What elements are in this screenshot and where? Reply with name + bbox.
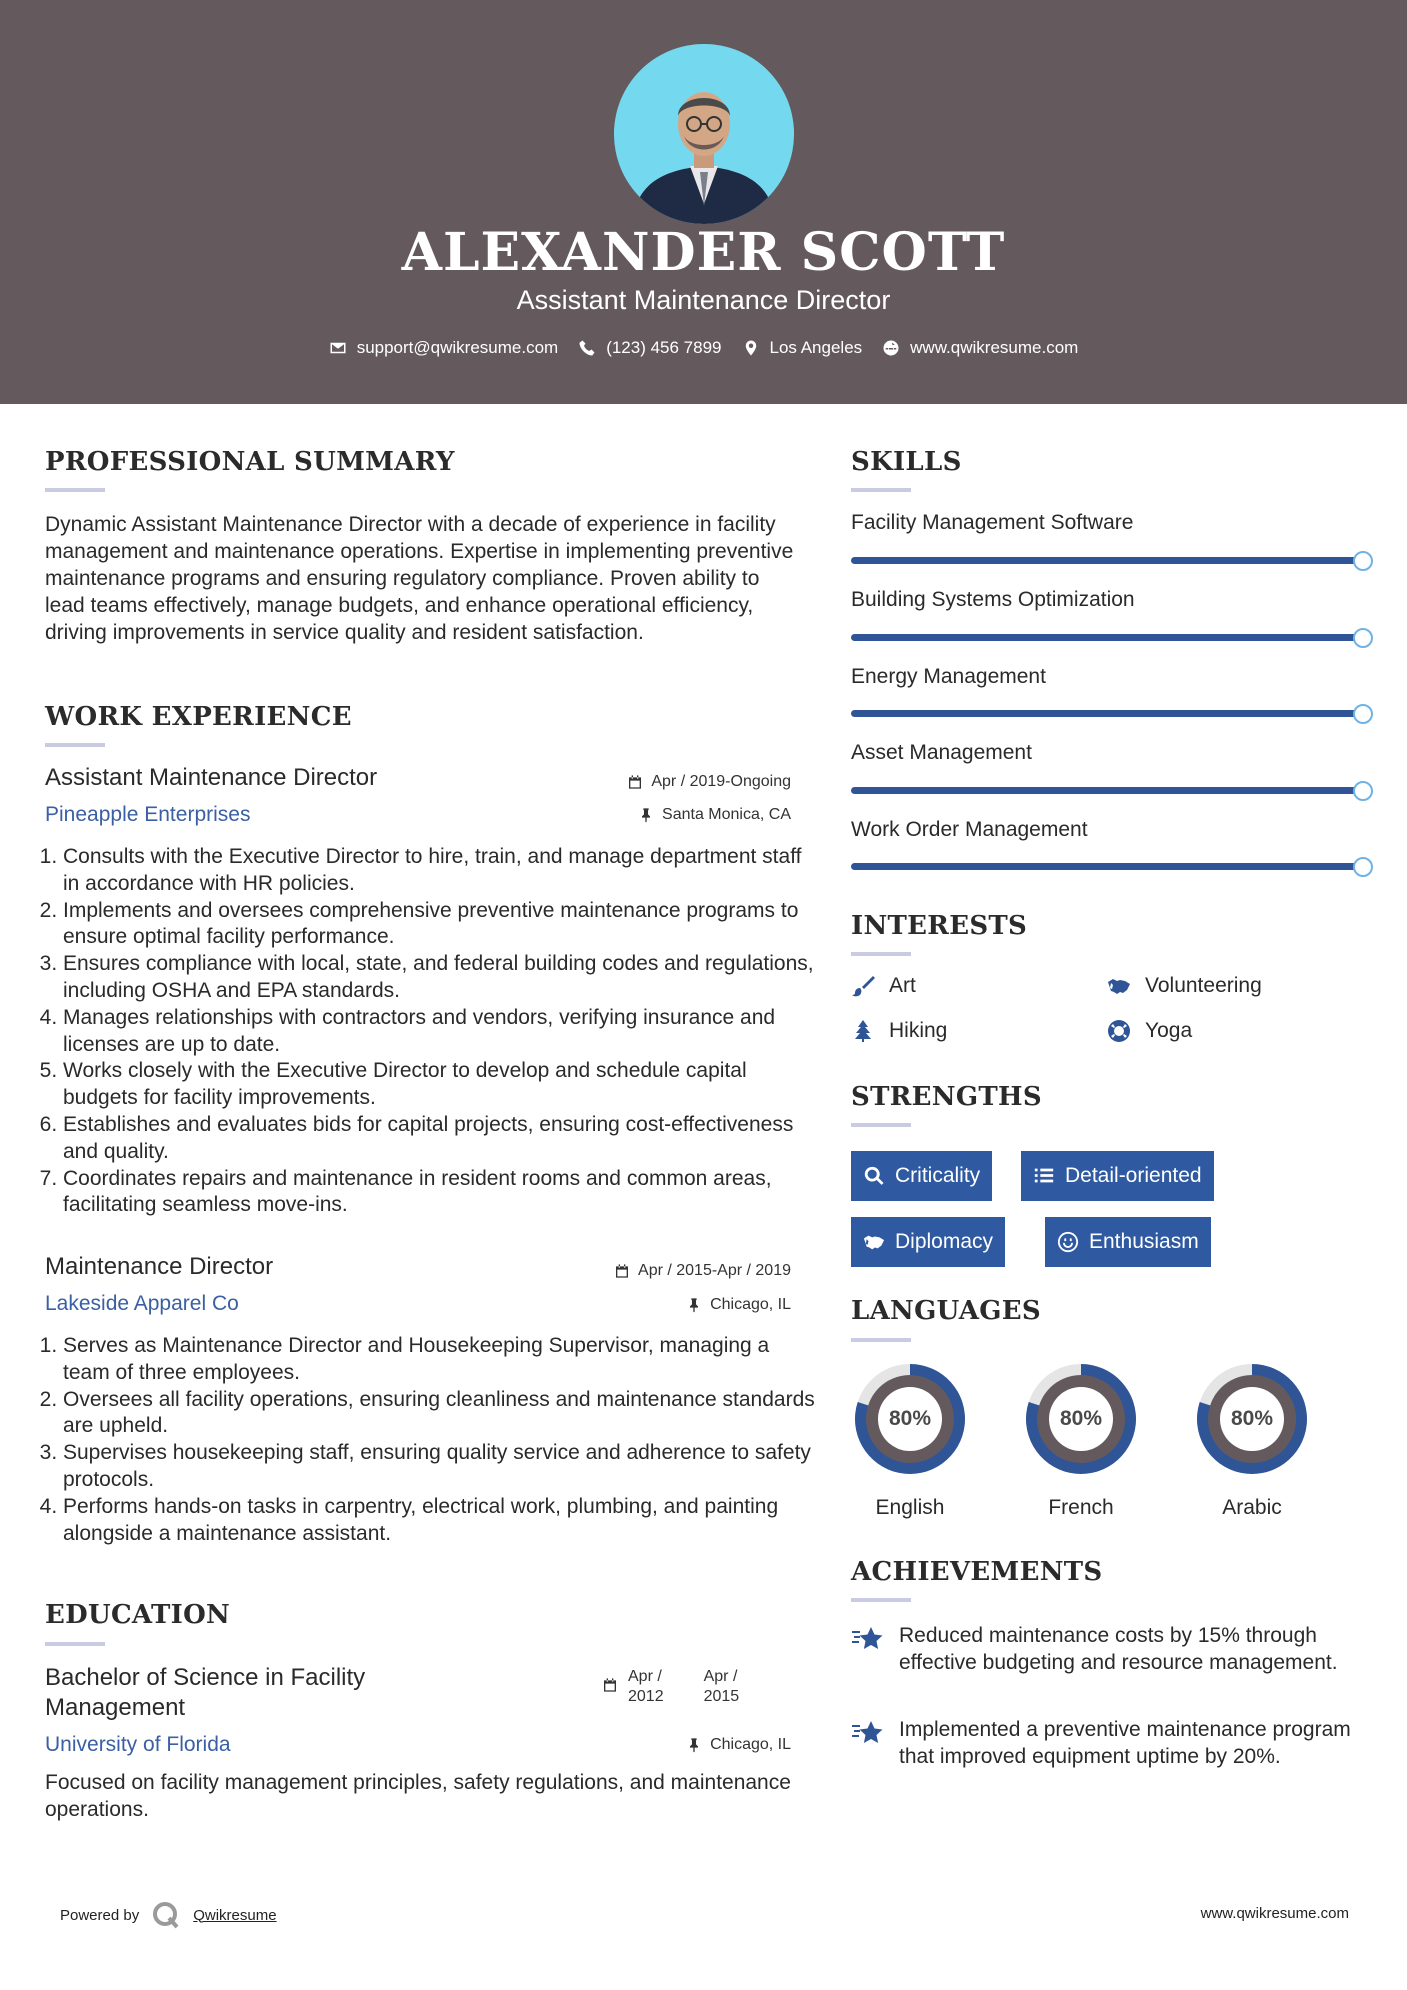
handshake-icon: [863, 1231, 885, 1253]
calendar-icon: [627, 774, 643, 790]
interests-title: INTERESTS: [851, 911, 1028, 941]
qwikresume-link[interactable]: Qwikresume: [193, 1906, 277, 1924]
powered-by-text: Powered by: [60, 1906, 140, 1924]
language-percent: 80%: [1059, 1407, 1103, 1430]
handshake-icon: [1107, 974, 1131, 998]
language-label: English: [875, 1496, 945, 1519]
skill-bar: [851, 787, 1363, 794]
strength-label: Criticality: [895, 1164, 981, 1187]
smile-icon: [1057, 1231, 1079, 1253]
interest-item-volunteering: [1107, 974, 1262, 998]
pushpin-icon: [686, 1297, 702, 1313]
education-title: EDUCATION: [45, 1600, 231, 1630]
skill-bar: [851, 634, 1363, 641]
education-end: [704, 1667, 740, 1707]
calendar-icon: [602, 1677, 618, 1693]
job-2-bullets: [44, 1333, 815, 1547]
list-item: 5. Works closely with the Executive Director to develop and schedule capital budgets for facility improvements.: [63, 1058, 815, 1112]
strength-chip-criticality: [851, 1151, 992, 1201]
envelope-icon: [329, 339, 347, 357]
shooting-star-icon: [851, 1718, 885, 1748]
candidate-name: ALEXANDER SCOTT: [401, 222, 1006, 283]
interest-label: Art: [889, 974, 916, 997]
language-label: Arabic: [1222, 1496, 1282, 1519]
education-dates: [602, 1667, 739, 1707]
profile-photo: [614, 44, 794, 224]
job-1-dates-text: Apr / 2019-Ongoing: [651, 773, 791, 790]
footer-powered-by: [60, 1900, 277, 1930]
resume-header: [0, 0, 1407, 404]
languages-title: LANGUAGES: [851, 1296, 1041, 1326]
skill-slider-handle: [1353, 704, 1373, 724]
interest-label: Hiking: [889, 1019, 948, 1042]
education-location: [686, 1736, 791, 1754]
achievement-item: [851, 1622, 1369, 1676]
skill-bar: [851, 863, 1363, 870]
phone-icon: [578, 339, 596, 357]
contact-location-text: Los Angeles: [769, 338, 863, 357]
calendar-icon: [614, 1263, 630, 1279]
skills-rule: [851, 488, 911, 492]
achievements-rule: [851, 1598, 911, 1602]
contact-website-text: www.qwikresume.com: [910, 338, 1079, 357]
job-2-title: Maintenance Director: [45, 1253, 274, 1280]
strengths-title: STRENGTHS: [851, 1082, 1042, 1112]
education-rule: [45, 1642, 105, 1646]
job-1-bullets: [44, 844, 815, 1219]
list-icon: [1033, 1165, 1055, 1187]
education-start-month: Apr /: [628, 1668, 662, 1685]
search-icon: [863, 1165, 885, 1187]
list-item: 1. Serves as Maintenance Director and Housekeeping Supervisor, managing a team of three employees.: [63, 1333, 815, 1387]
candidate-role: Assistant Maintenance Director: [516, 285, 891, 315]
achievement-text: Reduced maintenance costs by 15% through effective budgeting and resource management.: [899, 1624, 1338, 1674]
footer-website[interactable]: www.qwikresume.com: [1200, 1905, 1349, 1922]
skill-slider-handle: [1353, 857, 1373, 877]
language-percent: 80%: [888, 1407, 932, 1430]
interests-rule: [851, 952, 911, 956]
job-2-company: Lakeside Apparel Co: [45, 1292, 239, 1315]
job-2-location-text: Chicago, IL: [710, 1296, 791, 1313]
pushpin-icon: [686, 1737, 702, 1753]
globe-icon: [882, 339, 900, 357]
strength-label: Enthusiasm: [1089, 1230, 1199, 1253]
education-start-year: 2012: [628, 1688, 664, 1705]
list-item: 4. Manages relationships with contractors and vendors, verifying insurance and licenses are up to date.: [63, 1005, 815, 1059]
contact-email-text: support@qwikresume.com: [356, 338, 559, 357]
pushpin-icon: [638, 807, 654, 823]
job-1-title: Assistant Maintenance Director: [45, 764, 378, 791]
contact-location: [742, 338, 863, 358]
summary-text: Dynamic Assistant Maintenance Director with a decade of experience in facility management and maintenance operations. Expertise in implementing preventive maintenance programs and ensuring regulatory compliance. Proven ability to lead teams effectively, manage budgets, and enhance operational efficiency, driving improvements in service quality and resident satisfaction.: [45, 513, 794, 644]
language-label: French: [1048, 1496, 1114, 1519]
interest-item-hiking: [851, 1019, 947, 1043]
list-item: 6. Establishes and evaluates bids for capital projects, ensuring cost-effectiveness and quality.: [63, 1112, 815, 1166]
contact-email[interactable]: [329, 338, 559, 358]
skills-title: SKILLS: [851, 447, 962, 477]
contact-website[interactable]: [882, 338, 1078, 358]
list-item: 2. Oversees all facility operations, ensuring cleanliness and maintenance standards are upheld.: [63, 1387, 815, 1441]
skill-label: Asset Management: [851, 741, 1032, 764]
interest-label: Yoga: [1145, 1019, 1193, 1042]
skill-slider-handle: [1353, 781, 1373, 801]
skill-label: Work Order Management: [851, 818, 1088, 841]
strength-label: Detail-oriented: [1065, 1164, 1202, 1187]
job-1-dates: [627, 773, 791, 791]
language-french: [1020, 1358, 1142, 1519]
achievement-item: [851, 1716, 1369, 1770]
summary-rule: [45, 488, 105, 492]
experience-rule: [45, 743, 105, 747]
strength-chip-enthusiasm: [1045, 1217, 1211, 1267]
language-percent: 80%: [1230, 1407, 1274, 1430]
map-pin-icon: [742, 339, 760, 357]
skill-label: Building Systems Optimization: [851, 588, 1135, 611]
job-2-dates: [614, 1262, 791, 1280]
strengths-rule: [851, 1123, 911, 1127]
job-1-company: Pineapple Enterprises: [45, 803, 251, 826]
achievements-title: ACHIEVEMENTS: [851, 1557, 1103, 1587]
job-1-location-text: Santa Monica, CA: [662, 806, 791, 823]
list-item: 4. Performs hands-on tasks in carpentry, electrical work, plumbing, and painting alongside a maintenance assistant.: [63, 1494, 815, 1548]
life-ring-icon: [1107, 1019, 1131, 1043]
education-location-text: Chicago, IL: [710, 1736, 791, 1753]
shooting-star-icon: [851, 1624, 885, 1654]
experience-title: WORK EXPERIENCE: [45, 702, 352, 732]
tree-icon: [851, 1019, 875, 1043]
list-item: 3. Supervises housekeeping staff, ensuring quality service and adherence to safety protocols.: [63, 1440, 815, 1494]
skill-bar: [851, 710, 1363, 717]
education-start: [628, 1667, 664, 1707]
skill-label: Facility Management Software: [851, 511, 1134, 534]
language-arabic: [1191, 1358, 1313, 1519]
skill-slider-handle: [1353, 551, 1373, 571]
interest-label: Volunteering: [1145, 974, 1262, 997]
summary-title: PROFESSIONAL SUMMARY: [45, 447, 455, 477]
education-degree: [45, 1663, 365, 1723]
education-degree-line2: Management: [45, 1694, 186, 1721]
interest-item-yoga: [1107, 1019, 1192, 1043]
job-1-location: [638, 806, 791, 824]
languages-rule: [851, 1338, 911, 1342]
list-item: 2. Implements and oversees comprehensive preventive maintenance programs to ensure optimal facility performance.: [63, 898, 815, 952]
qwikresume-logo-icon: [151, 1900, 181, 1930]
contact-bar: [0, 338, 1407, 358]
language-english: [849, 1358, 971, 1519]
strength-label: Diplomacy: [895, 1230, 994, 1253]
education-degree-line1: Bachelor of Science in Facility: [45, 1664, 366, 1691]
list-item: 3. Ensures compliance with local, state, and federal building codes and regulations, including OSHA and EPA standards.: [63, 951, 815, 1005]
job-2-location: [686, 1296, 791, 1314]
list-item: 1. Consults with the Executive Director to hire, train, and manage department staff in accordance with HR policies.: [63, 844, 815, 898]
job-2-dates-text: Apr / 2015-Apr / 2019: [638, 1262, 791, 1279]
contact-phone-text: (123) 456 7899: [606, 338, 722, 357]
paintbrush-icon: [851, 974, 875, 998]
profile-avatar-illustration: [614, 44, 794, 224]
skill-slider-handle: [1353, 628, 1373, 648]
achievement-text: Implemented a preventive maintenance program that improved equipment uptime by 20%.: [899, 1718, 1351, 1768]
skill-label: Energy Management: [851, 665, 1046, 688]
contact-phone[interactable]: [578, 338, 721, 358]
education-description: Focused on facility management principles, safety regulations, and maintenance operations.: [45, 1771, 791, 1821]
list-item: 7. Coordinates repairs and maintenance in resident rooms and common areas, facilitating seamless move-ins.: [63, 1166, 815, 1220]
skill-bar: [851, 557, 1363, 564]
strength-chip-detail-oriented: [1021, 1151, 1214, 1201]
education-school: University of Florida: [45, 1733, 231, 1756]
education-end-year: 2015: [703, 1688, 740, 1705]
interest-item-art: [851, 974, 916, 998]
strength-chip-diplomacy: [851, 1217, 1005, 1267]
education-end-month: Apr /: [703, 1668, 738, 1685]
